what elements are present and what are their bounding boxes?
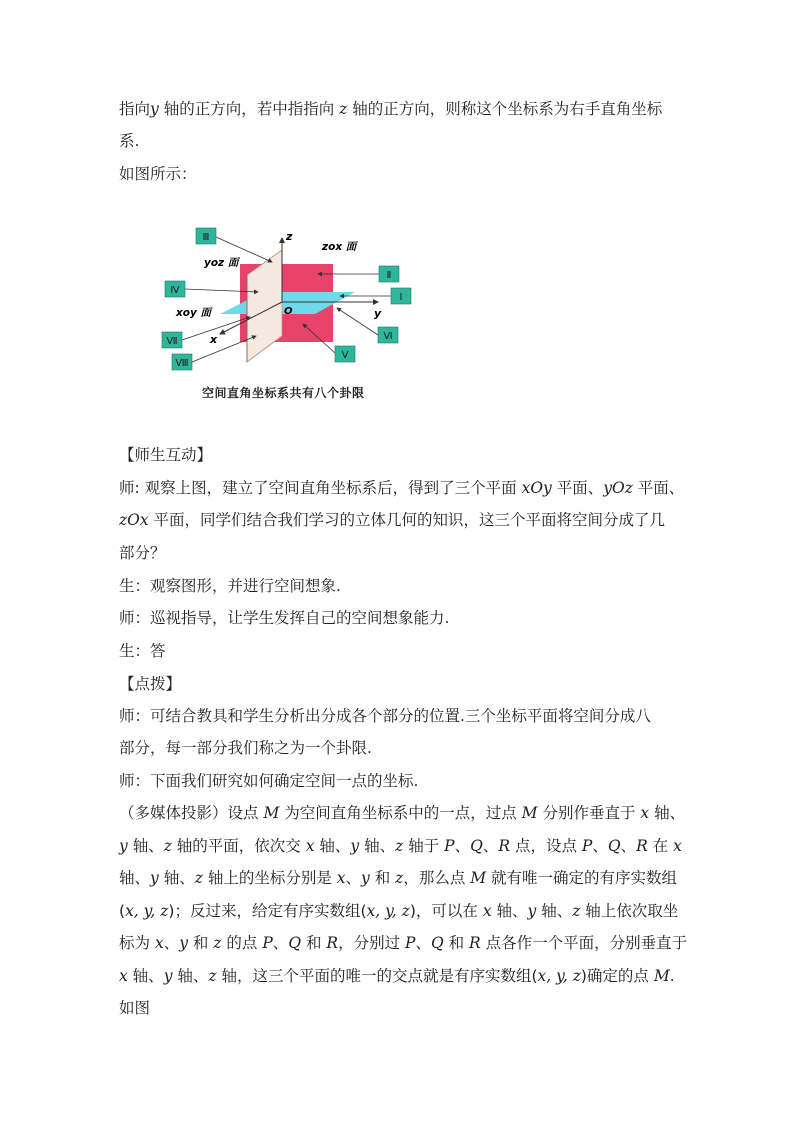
text-line (119, 131, 679, 151)
z-axis-label: z (286, 230, 293, 243)
text-segment: 师: 观察上图，建立了空间直角坐标系后，得到了三个平面 (119, 479, 522, 497)
text-segment: )；反过来，给定有序实数组( (168, 902, 367, 920)
figure-caption: 空间直角坐标系共有八个卦限 (202, 386, 365, 400)
text-segment: 轴、 (649, 804, 686, 822)
x-axis-label: x (210, 333, 218, 346)
text-segment: 平面、 (632, 479, 685, 497)
text-segment: 平面、 (551, 479, 604, 497)
math-variable: y (163, 967, 173, 985)
text-segment: 师：下面我们研究如何确定空间一点的坐标. (119, 772, 419, 790)
math-variable: Q (430, 934, 444, 952)
math-variable: Q (470, 837, 483, 855)
text-segment: 轴的平面，依次交 (171, 837, 306, 855)
math-variable: x (640, 804, 650, 822)
y-axis-label: y (374, 307, 382, 320)
octant-label: Ⅷ (175, 358, 189, 369)
text-line (119, 674, 679, 694)
text-segment: 和 (443, 934, 470, 952)
text-segment: 如图所示： (119, 165, 197, 183)
math-variable: y (119, 837, 128, 855)
octant-label: Ⅶ (166, 336, 178, 347)
math-variable: yOz (603, 479, 633, 497)
math-variable: y (527, 902, 537, 920)
math-variable: P (405, 934, 416, 952)
math-variable: z (163, 837, 172, 855)
text-segment: 轴的正方向，则称这个坐标系为右手直角坐标 (347, 100, 663, 118)
math-variable: y (350, 837, 360, 855)
text-segment: 平面，同学们结合我们学习的立体几何的知识，这三个平面将空间分成了几 (148, 511, 666, 529)
text-line (119, 738, 679, 758)
octant-label: Ⅵ (383, 331, 393, 342)
text-segment: 轴、 (314, 837, 351, 855)
text-line (119, 771, 679, 791)
text-segment: 、 (415, 934, 431, 952)
math-variable: x (482, 902, 492, 920)
text-line (119, 868, 679, 888)
math-variable: x, y, z (366, 902, 410, 920)
math-variable: P (444, 837, 455, 855)
text-segment: 的点 (221, 934, 263, 952)
math-variable: z (395, 869, 404, 887)
math-variable: x, y, z (125, 902, 169, 920)
text-segment: 师：巡视指导，让学生发挥自己的空间想象能力. (119, 609, 450, 627)
math-variable: z (194, 869, 203, 887)
text-segment: 轴上的坐标分别是 (202, 869, 337, 887)
octant-label: Ⅳ (170, 285, 180, 296)
text-line (119, 706, 679, 726)
text-line (119, 901, 679, 921)
octant-label: Ⅴ (341, 350, 349, 361)
math-variable: x (119, 967, 128, 985)
text-segment: 和 (187, 934, 214, 952)
math-variable: z (572, 902, 581, 920)
pointer-VI (337, 308, 378, 335)
text-segment: 轴于 (403, 837, 445, 855)
text-segment: )，可以在 (409, 902, 483, 920)
text-segment: 、 (482, 837, 499, 855)
text-segment: 、 (454, 837, 471, 855)
math-variable: x (673, 837, 682, 855)
math-variable: x (305, 837, 315, 855)
text-line (119, 608, 679, 628)
text-segment: 轴，这三个平面的唯一的交点就是有序实数组( (216, 967, 538, 985)
text-segment: 轴、 (491, 902, 528, 920)
text-segment: 轴的正方向，若中指指向 (158, 100, 340, 118)
text-segment: 点各作一个平面，分别垂直于 (480, 934, 688, 952)
text-segment: 、 (345, 869, 362, 887)
text-line (119, 803, 686, 823)
math-variable: R (498, 837, 511, 855)
octant-figure (160, 222, 420, 372)
text-line (119, 445, 679, 465)
math-variable: z (208, 967, 217, 985)
text-segment: 和 (301, 934, 327, 952)
text-segment: 、 (272, 934, 289, 952)
math-variable: xOy (521, 479, 552, 497)
xoy-plane-label: xoy 面 (176, 307, 211, 319)
math-variable: Q (288, 934, 302, 952)
octant-diagram (160, 222, 420, 372)
text-line (119, 543, 679, 563)
text-segment: 轴、 (127, 837, 164, 855)
math-variable: R (636, 837, 648, 855)
math-variable: P (581, 837, 593, 855)
math-variable: P (262, 934, 273, 952)
origin-label: O (284, 306, 293, 317)
math-variable: Q (607, 837, 621, 855)
text-segment: ，那么点 (403, 869, 471, 887)
text-line (119, 998, 679, 1018)
zox-plane-label: zox 面 (322, 241, 357, 253)
text-segment: 生：观察图形，并进行空间想象. (119, 577, 341, 595)
octant-label: Ⅱ (386, 270, 392, 281)
yoz-plane-label: yoz 面 (204, 257, 239, 269)
text-segment: 轴、 (536, 902, 573, 920)
math-variable: z (213, 934, 222, 952)
math-variable: R (469, 934, 481, 952)
text-segment: 【师生互动】 (119, 446, 213, 464)
math-variable: y (179, 934, 188, 952)
text-segment: 生：答 (119, 642, 166, 660)
text-segment: 指向 (119, 100, 151, 118)
math-variable: M (470, 869, 487, 887)
text-segment: 分别作垂直于 (537, 804, 641, 822)
math-variable: z (339, 100, 348, 118)
text-segment: 轴、 (158, 869, 195, 887)
math-variable: x (336, 869, 346, 887)
text-line (119, 164, 679, 184)
text-segment: 、 (163, 934, 180, 952)
math-variable: M (521, 804, 538, 822)
text-segment: 、 (620, 837, 637, 855)
text-segment: 轴、 (119, 869, 151, 887)
text-segment: 师：可结合教具和学生分析出分成各个部分的位置.三个坐标平面将空间分成八 (119, 707, 651, 725)
math-variable: M (263, 804, 280, 822)
text-line (119, 99, 679, 119)
text-segment: 部分？ (119, 544, 166, 562)
text-segment: 轴上依次取坐 (580, 902, 679, 920)
text-line (119, 576, 679, 596)
text-segment: 在 (647, 837, 674, 855)
text-line (119, 966, 679, 986)
text-segment: ，分别过 (338, 934, 405, 952)
text-segment: 部分，每一部分我们称之为一个卦限. (119, 739, 372, 757)
math-variable: y (150, 869, 159, 887)
pointer-VIII (192, 336, 256, 362)
math-variable: z (395, 837, 404, 855)
text-segment: 如图 (119, 999, 151, 1017)
octant-label: Ⅲ (202, 232, 210, 243)
text-segment: 轴、 (127, 967, 164, 985)
text-segment: 就有唯一确定的有序实数组 (486, 869, 678, 887)
text-segment: 为空间直角坐标系中的一点，过点 (279, 804, 522, 822)
math-variable: M (653, 967, 670, 985)
math-variable: x (154, 934, 164, 952)
text-segment: 、 (592, 837, 608, 855)
text-segment: （多媒体投影）设点 (119, 804, 264, 822)
math-variable: x, y, z (537, 967, 581, 985)
text-segment: 轴、 (359, 837, 396, 855)
math-variable: R (326, 934, 339, 952)
text-line (119, 933, 688, 953)
text-segment: 点，设点 (510, 837, 582, 855)
text-segment: 系. (119, 132, 140, 150)
text-segment: 和 (369, 869, 396, 887)
math-variable: y (150, 100, 159, 118)
text-segment: )确定的点 (580, 967, 654, 985)
text-line (119, 510, 679, 530)
text-line (119, 478, 685, 498)
math-variable: zOx (119, 511, 149, 529)
text-segment: 轴、 (172, 967, 209, 985)
text-segment: 【点拨】 (119, 675, 182, 693)
text-segment: 标为 (119, 934, 155, 952)
text-segment: ( (119, 902, 126, 920)
text-segment: . (669, 967, 675, 985)
text-line (119, 836, 682, 856)
octant-label: Ⅰ (399, 292, 403, 303)
math-variable: y (361, 869, 370, 887)
text-line (119, 641, 679, 661)
